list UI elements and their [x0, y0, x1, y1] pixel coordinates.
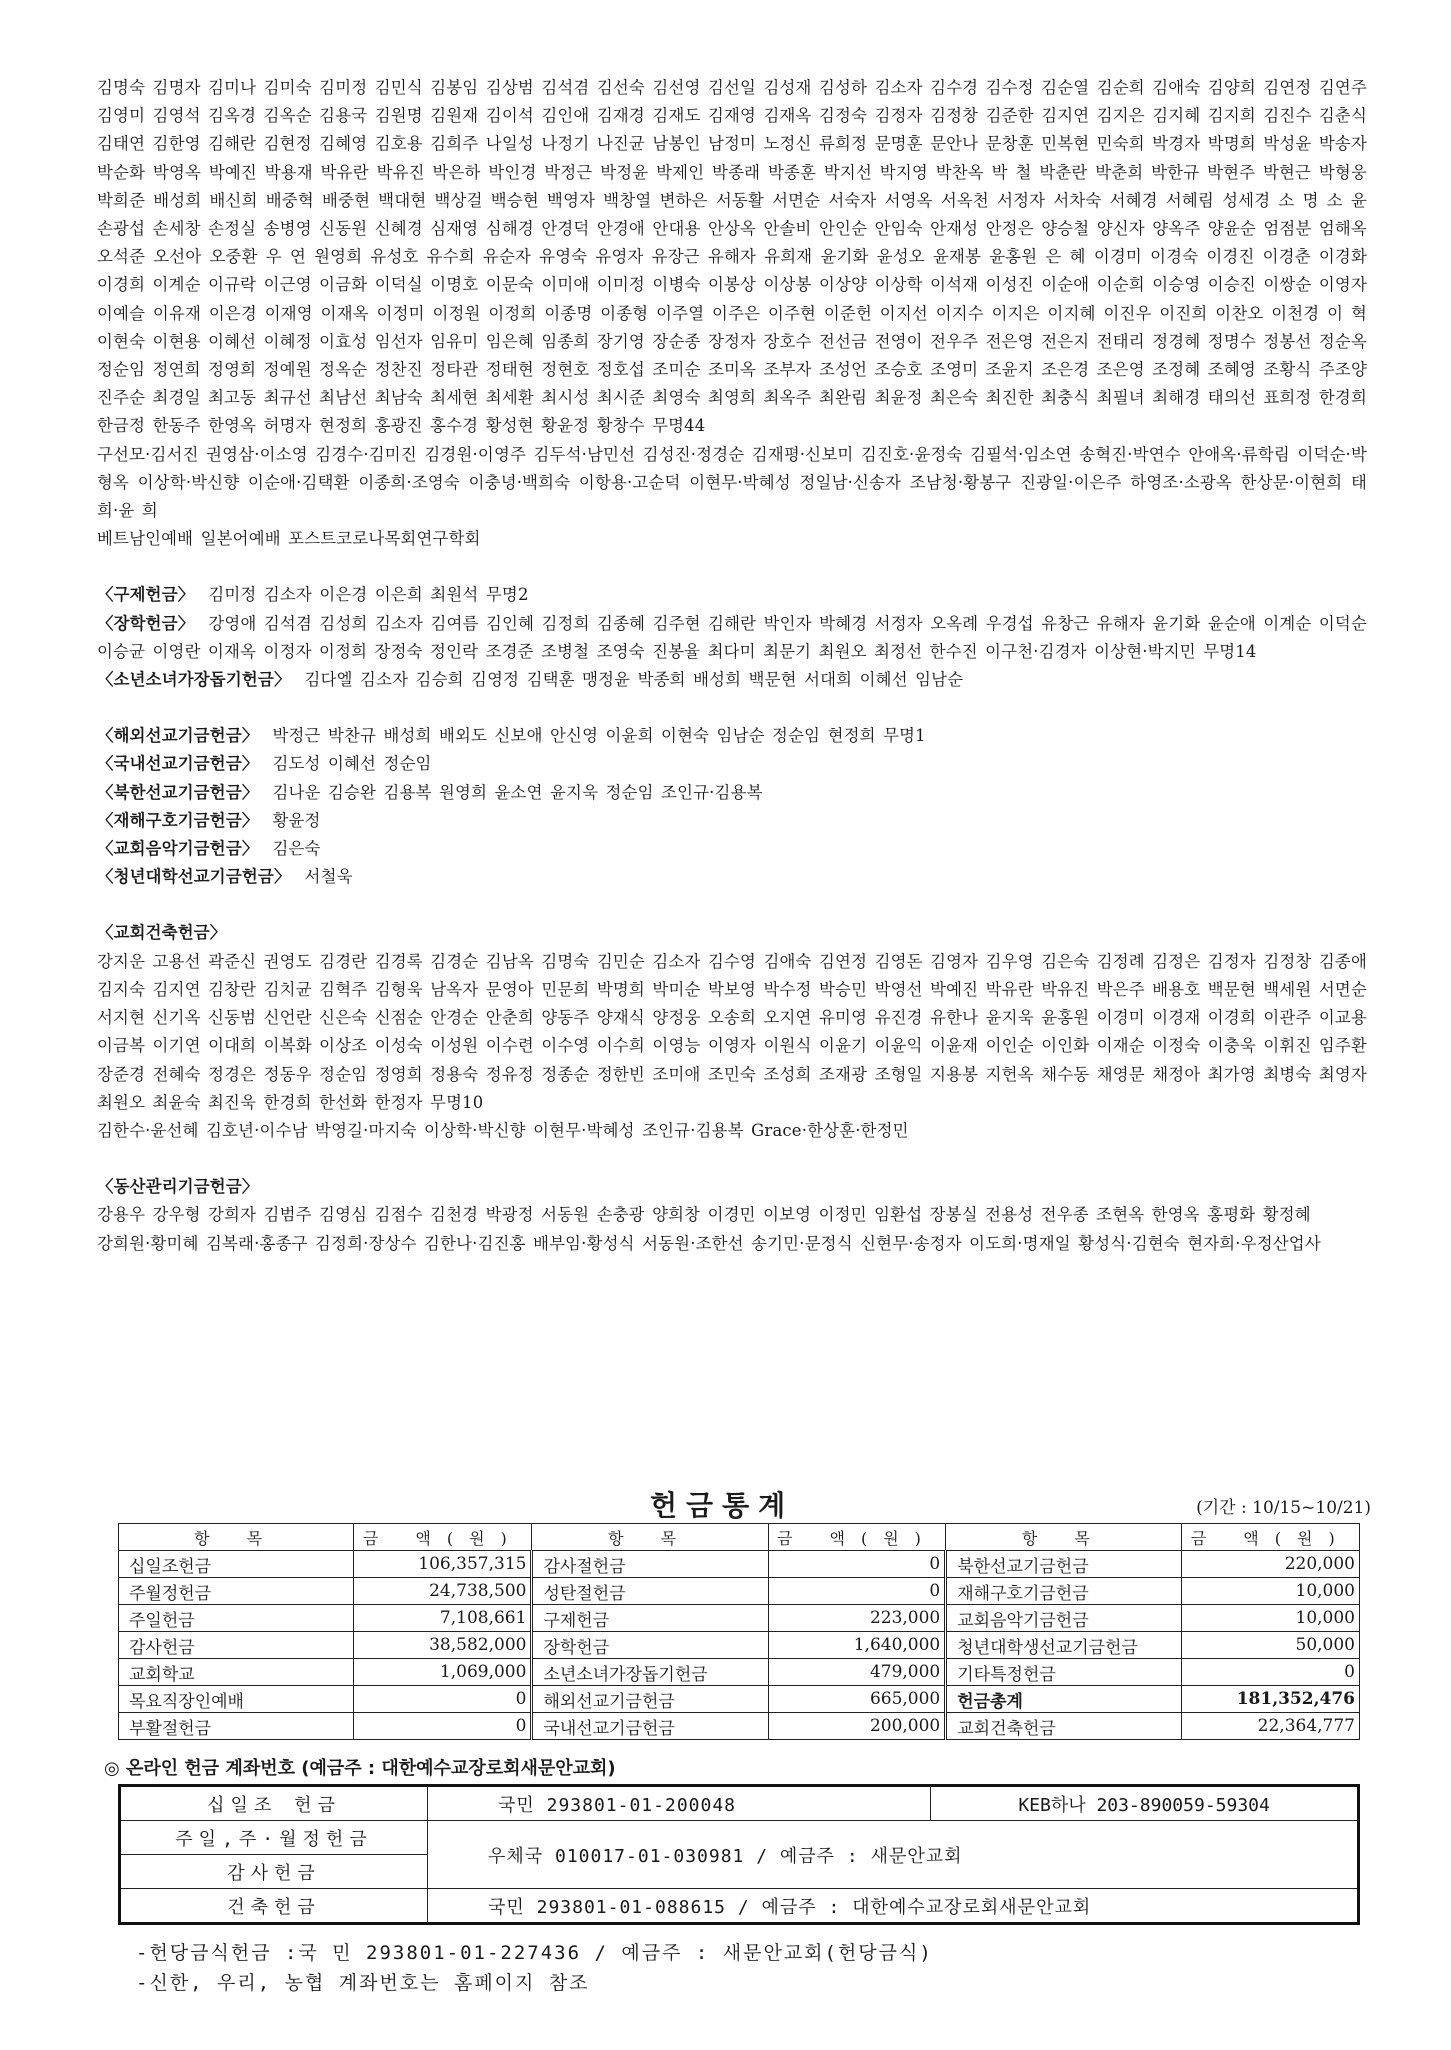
stats-amount: 200,000 [768, 1713, 946, 1740]
stats-amount: 50,000 [1182, 1632, 1360, 1659]
stats-item: 주월정헌금 [119, 1578, 354, 1605]
header-item: 항 목 [532, 1524, 768, 1551]
stats-amount: 1,069,000 [354, 1659, 532, 1686]
stats-row [119, 1713, 1360, 1740]
offering-name-list [97, 74, 1367, 1258]
thanks-orgs: 베트남인예배 일본어예배 포스트코로나목회연구학회 [97, 529, 481, 549]
campus-names: 서철욱 [304, 867, 353, 887]
youth-head-label: 〈 소년소녀가장돕기헌금 〉 [97, 670, 291, 689]
stats-item: 목요직장인예배 [119, 1686, 354, 1713]
note-dedication-fast: -헌당금식헌금 :국 민 293801-01-227436 / 예금주 : 새문안교회(헌당금식) [136, 1942, 933, 1964]
stats-item: 소년소녀가장돕기헌금 [532, 1659, 768, 1686]
relief-names: 김미정 김소자 이은경 이은희 최원석 무명2 [208, 585, 529, 605]
relief-label: 〈 구제헌금 〉 [97, 585, 194, 604]
stats-amount: 0 [768, 1551, 946, 1578]
building-label: 〈 교회건축헌금 〉 [97, 923, 226, 942]
stats-amount: 0 [768, 1578, 946, 1605]
stats-amount: 220,000 [1182, 1551, 1360, 1578]
stats-amount: 24,738,500 [354, 1578, 532, 1605]
stats-header-row [119, 1524, 1360, 1551]
nk-names: 김나운 김승완 김용복 원영희 윤소연 윤지욱 정순임 조인규·김용복 [272, 782, 763, 802]
account-label-tithe: 십일조 헌금 [120, 1786, 428, 1821]
stats-amount: 38,582,000 [354, 1632, 532, 1659]
stats-amount: 181,352,476 [1182, 1686, 1360, 1713]
youth-head-names: 김다엘 김소자 김승희 김영정 김택훈 맹정윤 박종희 배성희 백문현 서대희 이혜선 임남순 [304, 670, 964, 690]
stats-row [119, 1686, 1360, 1713]
stats-amount: 223,000 [768, 1605, 946, 1632]
account-number: 국민 293801-01-200048 [428, 1786, 931, 1821]
account-label-thanks: 감사헌금 [120, 1855, 428, 1889]
stats-item: 해외선교기금헌금 [532, 1686, 768, 1713]
header-amount: 금 액(원) [1182, 1524, 1360, 1551]
online-account-table [118, 1784, 1360, 1925]
domestic-label: 〈 국내선교기금헌금 〉 [97, 754, 258, 773]
header-amount: 금 액(원) [354, 1524, 532, 1551]
building-names: 강지운 고용선 곽준신 권영도 김경란 김경록 김경순 김남옥 김명숙 김민순 김소자 김수영 김애숙 김연정 김영돈 김영자 김우영 김은숙 김정례 김정은 김정자 김정창 김종애 김지숙 김지연 김창란 김치균 김혁주 김형욱 남옥자 문영아 민문희 박명희 박미순 박보영 박수정 박승민 박영선 박예진 박유란 박유진 박은주 배용호 백문현 백세원 서면순 서지현 신기옥 신동범 신언란 신은숙 신점순 안경순 안춘희 양동주 양재식 양정웅 오송희 오지연 유미영 유진경 유한나 윤지욱 윤홍원 이경미 이경재 이경희 이관주 이교용 이금복 이기연 이대희 이복화 이상조 이성숙 이성원 이수련 이수영 이수희 이영능 이영자 이원식 이윤기 이윤익 이윤재 이인순 이인화 이재순 이정숙 이충욱 이휘진 임주환 장준경 전혜숙 정경은 정동우 정순임 정영희 정용숙 정유정 정종순 정한빈 조미애 조민숙 조성희 조재광 조형일 지용봉 지헌옥 채수동 채영문 채정아 최가영 최병숙 최영자 최원오 최윤숙 최진욱 한경희 한선화 한정자 무명10 [97, 951, 1367, 1112]
disaster-names: 황윤정 [272, 810, 321, 830]
stats-title: 헌금통계 [650, 1489, 795, 1522]
account-row [120, 1786, 1359, 1821]
account-label-building: 건축헌금 [120, 1889, 428, 1924]
music-label: 〈 교회음악기금헌금 〉 [97, 839, 258, 858]
stats-item: 청년대학생선교기금헌금 [946, 1632, 1182, 1659]
stats-item: 성탄절헌금 [532, 1578, 768, 1605]
stats-amount: 1,640,000 [768, 1632, 946, 1659]
account-number: KEB하나 203-890059-59304 [931, 1786, 1359, 1821]
campus-label: 〈 청년대학선교기금헌금 〉 [97, 867, 291, 886]
stats-item: 구제헌금 [532, 1605, 768, 1632]
property-names: 강용우 강우형 강희자 김범주 김영심 김점수 김천경 박광정 서동원 손충광 양희창 이경민 이보영 이정민 임환섭 장봉실 전용성 전우종 조현옥 한영옥 홍평화 황정혜 [97, 1205, 1311, 1225]
scholarship-names: 강영애 김석겸 김성희 김소자 김여름 김인혜 김정희 김종혜 김주현 김해란 박인자 박혜경 서정자 오옥례 우경섭 유창근 유해자 윤기화 윤순애 이계순 이덕순 이승균 이영란 이재옥 이정자 이정희 장정숙 정인락 조경준 조병철 조영숙 진봉율 최다미 최문기 최원오 최정선 한수진 이구천·김경자 이상현·박지민 무명14 [97, 613, 1367, 661]
stats-body [119, 1551, 1360, 1740]
property-couples: 강희원·황미혜 김복래·홍종구 김정희·장상수 김한나·김진홍 배부임·황성식 서동원·조한선 송기민·문정식 신현무·송정자 이도희·명재일 황성식·김현숙 현자희·우정산업사 [97, 1233, 1321, 1253]
stats-period: (기간 : 10/15~10/21) [1196, 1498, 1371, 1518]
stats-item: 부활절헌금 [119, 1713, 354, 1740]
stats-item: 교회건축헌금 [946, 1713, 1182, 1740]
stats-item: 북한선교기금헌금 [946, 1551, 1182, 1578]
stats-row [119, 1632, 1360, 1659]
stats-amount: 10,000 [1182, 1578, 1360, 1605]
stats-item: 기타특정헌금 [946, 1659, 1182, 1686]
domestic-names: 김도성 이혜선 정순임 [272, 754, 432, 774]
stats-item: 감사헌금 [119, 1632, 354, 1659]
overseas-names: 박정근 박찬규 배성희 배외도 신보애 안신영 이윤희 이현숙 임남순 정순임 현정희 무명1 [272, 726, 926, 746]
account-label-sunday-monthly: 주일,주·월정헌금 [120, 1821, 428, 1855]
stats-amount: 106,357,315 [354, 1551, 532, 1578]
account-row [120, 1889, 1359, 1924]
thanks-couples: 구선모·김서진 권영삼·이소영 김경수·김미진 김경원·이영주 김두석·남민선 김성진·정경순 김재평·신보미 김진호·윤정숙 김필석·임소연 송혁진·박연수 안애옥·류학림 이덕순·박형옥 이상학·박신향 이순애·김택환 이종희·조영숙 이충녕·백희숙 이항용·고순덕 이현무·박혜성 정일남·신송자 조남청·황봉구 진광일·이은주 하영조·소광옥 한상문·이현희 태 희·윤 희 [97, 444, 1367, 521]
note-other-banks: -신한, 우리, 농협 계좌번호는 홈페이지 참조 [136, 1972, 590, 1994]
stats-amount: 0 [1182, 1659, 1360, 1686]
stats-item: 헌금총계 [946, 1686, 1182, 1713]
header-item: 항 목 [119, 1524, 354, 1551]
stats-row [119, 1659, 1360, 1686]
scholarship-label: 〈 장학헌금 〉 [97, 614, 194, 633]
property-label: 〈 동산관리기금헌금 〉 [97, 1177, 258, 1196]
stats-amount: 7,108,661 [354, 1605, 532, 1632]
stats-row [119, 1551, 1360, 1578]
stats-amount: 0 [354, 1686, 532, 1713]
stats-row [119, 1605, 1360, 1632]
stats-item: 교회학교 [119, 1659, 354, 1686]
stats-item: 교회음악기금헌금 [946, 1605, 1182, 1632]
stats-amount: 10,000 [1182, 1605, 1360, 1632]
stats-item: 재해구호기금헌금 [946, 1578, 1182, 1605]
music-names: 김은숙 [272, 839, 321, 859]
disaster-label: 〈 재해구호기금헌금 〉 [97, 811, 258, 830]
account-number: 국민 293801-01-088615 / 예금주 : 대한예수교장로회새문안교회 [428, 1889, 1359, 1924]
stats-item: 십일조헌금 [119, 1551, 354, 1578]
header-item: 항 목 [946, 1524, 1182, 1551]
stats-item: 주일헌금 [119, 1605, 354, 1632]
stats-item: 국내선교기금헌금 [532, 1713, 768, 1740]
stats-amount: 479,000 [768, 1659, 946, 1686]
nk-label: 〈 북한선교기금헌금 〉 [97, 783, 258, 802]
account-row [120, 1821, 1359, 1855]
online-account-title: ◎ 온라인 헌금 계좌번호 (예금주 : 대한예수교장로회새문안교회) [104, 1758, 616, 1779]
thanks-names: 김명숙 김명자 김미나 김미숙 김미정 김민식 김봉임 김상범 김석겸 김선숙 김선영 김선일 김성재 김성하 김소자 김수경 김수정 김순열 김순희 김애숙 김양희 김연정 김연주 김영미 김영석 김옥경 김옥순 김용국 김원명 김원재 김이석 김인애 김재경 김재도 김재영 김재옥 김정숙 김정자 김정창 김준한 김지연 김지은 김지혜 김지희 김진수 김춘식 김태연 김한영 김해란 김현정 김혜영 김호용 김희주 나일성 나정기 나진균 남봉인 남정미 노정신 류희정 문명훈 문안나 문창훈 민복현 민숙희 박경자 박명희 박성윤 박송자 박순화 박영옥 박예진 박용재 박유란 박유진 박은하 박인경 박정근 박정윤 박제인 박종래 박종훈 박지선 박지영 박찬옥 박 철 박춘란 박춘희 박한규 박현주 박현근 박형웅 박희준 배성희 배신희 배중혁 배중현 백대현 백상걸 백승현 백영자 백창열 변하은 서동활 서면순 서숙자 서영옥 서옥천 서정자 서차숙 서혜경 서혜림 성세경 소 명 소 윤 손광섭 손세창 손정실 송병영 신동원 신혜경 심재영 심해경 안경덕 안경애 안대용 안상옥 안솔비 안인순 안임숙 안재성 안정은 양승철 양신자 양옥주 양윤순 엄점분 엄해옥 오석준 오선아 오중환 우 연 원영희 유성호 유수희 유순자 유영숙 유영자 유장근 유해자 유희재 윤기화 윤성오 윤재봉 윤홍원 은 혜 이경미 이경숙 이경진 이경춘 이경화 이경희 이계순 이규락 이근영 이금화 이덕실 이명호 이문숙 이미애 이미정 이병숙 이봉상 이상봉 이상양 이상학 이석재 이성진 이순애 이순희 이승영 이승진 이쌍순 이영자 이예슬 이유재 이은경 이재영 이재옥 이정미 이정원 이정희 이종명 이종형 이주열 이주은 이주현 이준헌 이지선 이지수 이지은 이지혜 이진우 이진희 이찬오 이천경 이 혁 이현숙 이현용 이혜선 이혜정 이효성 임선자 임유미 임은혜 임종희 장기영 장순종 장정자 장호수 전선금 전영이 전우주 전은영 전은지 전태리 정경혜 정명수 정봉선 정순옥 정순임 정연희 정영희 정예원 정옥순 정찬진 정타관 정태현 정현호 정호섭 조미순 조미옥 조부자 조성언 조승호 조영미 조윤지 조은경 조은영 조정혜 조혜영 조황식 주조양 진주순 최경일 최고동 최규선 최남선 최남숙 최세현 최세환 최시성 최시준 최영숙 최영희 최옥주 최완림 최윤정 최은숙 최진한 최충식 최필녀 최해경 태의선 표희정 한경희 한금정 한동주 한영옥 허명자 현정희 홍광진 홍수경 황성현 황윤정 황창수 무명44 [97, 78, 1367, 436]
stats-amount: 0 [354, 1713, 532, 1740]
stats-amount: 665,000 [768, 1686, 946, 1713]
overseas-label: 〈 해외선교기금헌금 〉 [97, 726, 258, 745]
stats-amount: 22,364,777 [1182, 1713, 1360, 1740]
stats-item: 감사절헌금 [532, 1551, 768, 1578]
header-amount: 금 액(원) [768, 1524, 946, 1551]
building-couples: 김한수·윤선혜 김호년·이수남 박영길·마지숙 이상학·박신향 이현무·박혜성 조인규·김용복 Grace·한상훈·한정민 [97, 1120, 909, 1140]
stats-item: 장학헌금 [532, 1632, 768, 1659]
account-number: 우체국 010017-01-030981 / 예금주 : 새문안교회 [428, 1821, 1359, 1889]
stats-row [119, 1578, 1360, 1605]
offering-stats-table [118, 1523, 1360, 1740]
